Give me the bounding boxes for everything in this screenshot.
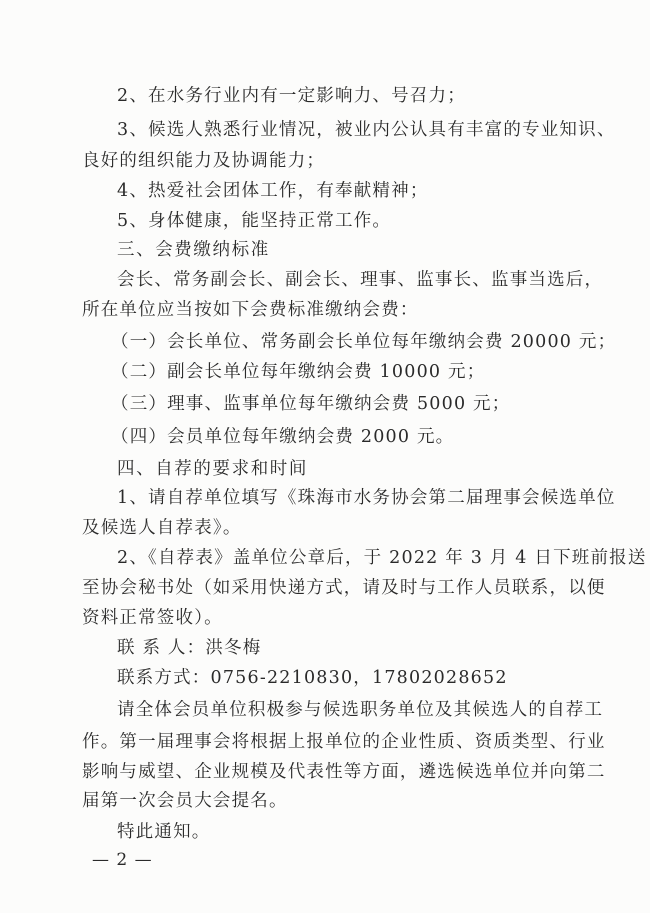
fees-paragraph-cont: 所在单位应当按如下会费标准缴纳会费： (82, 300, 419, 320)
procedure-item-2-cont: 至协会秘书处（如采用快递方式，请及时与工作人员联系，以便 (82, 578, 606, 598)
closing-notice: 特此通知。 (117, 822, 211, 842)
procedure-item-2-cont2: 资料正常签收）。 (82, 608, 223, 628)
procedure-item-2: 2、《自荐表》盖单位公章后，于 2022 年 3 月 4 日下班前报送 (117, 548, 647, 568)
procedure-item-1-cont: 及候选人自荐表》。 (82, 518, 242, 538)
section-heading-fees: 三、会费缴纳标准 (117, 240, 270, 260)
requirement-item-5: 5、身体健康，能坚持正常工作。 (117, 211, 392, 231)
section-heading-self-recommendation: 四、自荐的要求和时间 (117, 459, 308, 479)
fee-item-1: （一）会长单位、常务副会长单位每年缴纳会费 20000 元； (111, 332, 617, 352)
requirement-item-4: 4、热爱社会团体工作，有奉献精神； (117, 181, 429, 201)
page-number: — 2 — (92, 850, 153, 870)
fees-paragraph: 会长、常务副会长、副会长、理事、监事长、监事当选后， (117, 270, 604, 290)
closing-paragraph: 请全体会员单位积极参与候选职务单位及其候选人的自荐工 (117, 700, 604, 720)
procedure-item-1: 1、请自荐单位填写《珠海市水务协会第二届理事会候选单位 (117, 488, 616, 508)
requirement-item-3: 3、候选人熟悉行业情况，被业内公认具有丰富的专业知识、 (117, 120, 616, 140)
closing-paragraph-cont2: 影响与威望、企业规模及代表性等方面，遴选候选单位并向第二 (82, 762, 606, 782)
fee-item-4: （四）会员单位每年缴纳会费 2000 元。 (111, 427, 455, 447)
requirement-item-3-cont: 良好的组织能力及协调能力； (82, 151, 326, 171)
requirement-item-2: 2、在水务行业内有一定影响力、号召力； (117, 86, 466, 106)
fee-item-2: （二）副会长单位每年缴纳会费 10000 元； (111, 362, 486, 382)
fee-item-3: （三）理事、监事单位每年缴纳会费 5000 元； (111, 394, 511, 414)
contact-phone: 联系方式：0756-2210830，17802028652 (117, 668, 508, 688)
closing-paragraph-cont: 作。第一届理事会将根据上报单位的企业性质、资质类型、行业 (82, 732, 606, 752)
closing-paragraph-cont3: 届第一次会员大会提名。 (82, 791, 288, 811)
contact-person: 联 系 人：洪冬梅 (117, 638, 262, 658)
